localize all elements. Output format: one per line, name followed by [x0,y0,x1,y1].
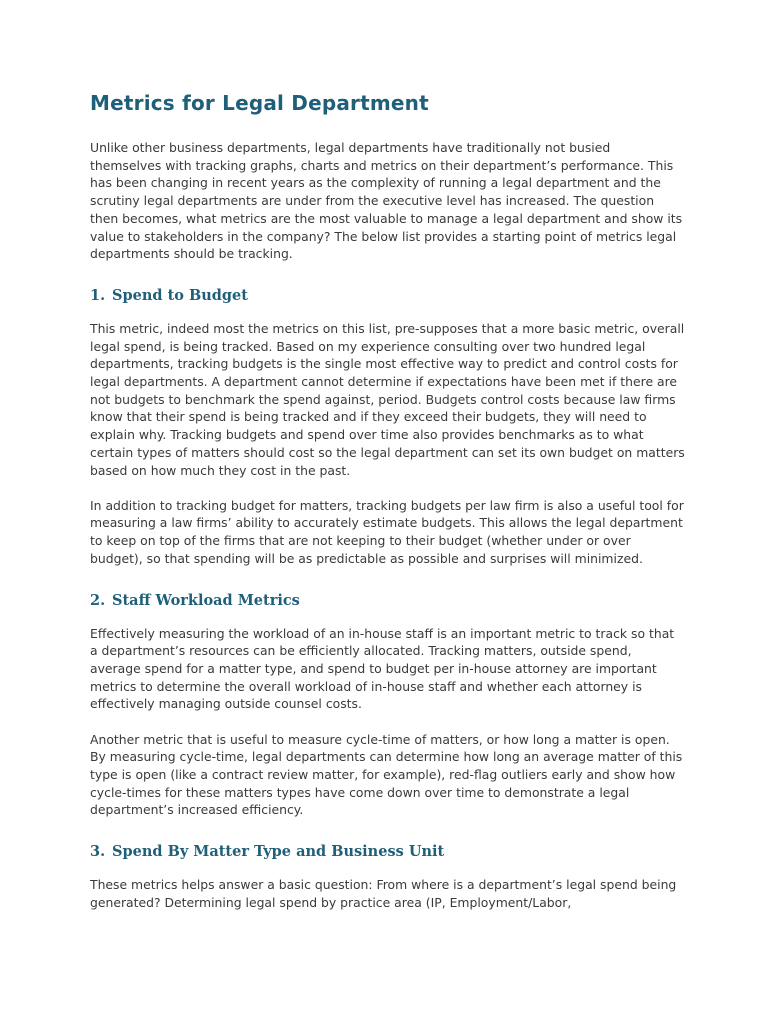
document-title: Metrics for Legal Department [90,91,429,115]
body-paragraph: In addition to tracking budget for matters, tracking budgets per law firm is also a useful tool for measuring a law firms’ ability to accurately estimate budgets. This allows the legal department to keep on top of the firms that are not keeping to their budget (whether under or over budget), so that spending will be as predictable as possible and surprises will minimized. [90,497,684,566]
section-title: Staff Workload Metrics [112,591,300,609]
section-number: 2. [90,591,106,609]
document-page [90,88,685,912]
body-paragraph: Another metric that is useful to measure cycle-time of matters, or how long a matter is open. By measuring cycle-time, legal departments can determine how long an average matter of this type is open (like a contract review matter, for example), red-flag outliers early and show how cycle-times for these matters types have come down over time to demonstrate a legal department’s increased efficiency. [90,731,683,818]
section-heading [90,286,685,306]
section-title: Spend By Matter Type and Business Unit [112,843,445,861]
body-paragraph: These metrics helps answer a basic question: From where is a department’s legal spend being generated? Determining legal spend by practice area (IP, Employment/Labor, [90,877,677,910]
section-number: 3. [90,843,106,861]
section-heading [90,842,685,862]
section-heading [90,591,685,611]
section-3 [90,842,685,911]
body-paragraph: This metric, indeed most the metrics on this list, pre-supposes that a more basic metric, overall legal spend, is being tracked. Based on my experience consulting over two hundred legal departments, tracking budgets is the single most effective way to predict and control costs for legal departments. A department cannot determine if expectations have been met if there are not budgets to benchmark the spend against, period. Budgets control costs because law firms know that their spend is being tracked and if they exceed their budgets, they will need to explain why. Tracking budgets and spend over time also provides benchmarks as to what certain types of matters should cost so the legal department can set its own budget on matters based on how much they cost in the past. [90,320,685,478]
section-2 [90,591,685,820]
intro-paragraph: Unlike other business departments, legal departments have traditionally not busied themselves with tracking graphs, charts and metrics on their department’s performance. This has been changing in recent years as the complexity of running a legal department and the scrutiny legal departments are under from the executive level has increased. The question then becomes, what metrics are the most valuable to manage a legal department and show its value to stakeholders in the company? The below list provides a starting point of metrics legal departments should be tracking. [90,140,683,262]
body-paragraph: Effectively measuring the workload of an in-house staff is an important metric to track so that a department’s resources can be efficiently allocated. Tracking matters, outside spend, average spend for a matter type, and spend to budget per in-house attorney are important metrics to determine the overall workload of in-house staff and whether each attorney is effectively managing outside counsel costs. [90,625,675,712]
section-title: Spend to Budget [112,286,248,304]
section-1 [90,286,685,568]
section-number: 1. [90,286,106,304]
